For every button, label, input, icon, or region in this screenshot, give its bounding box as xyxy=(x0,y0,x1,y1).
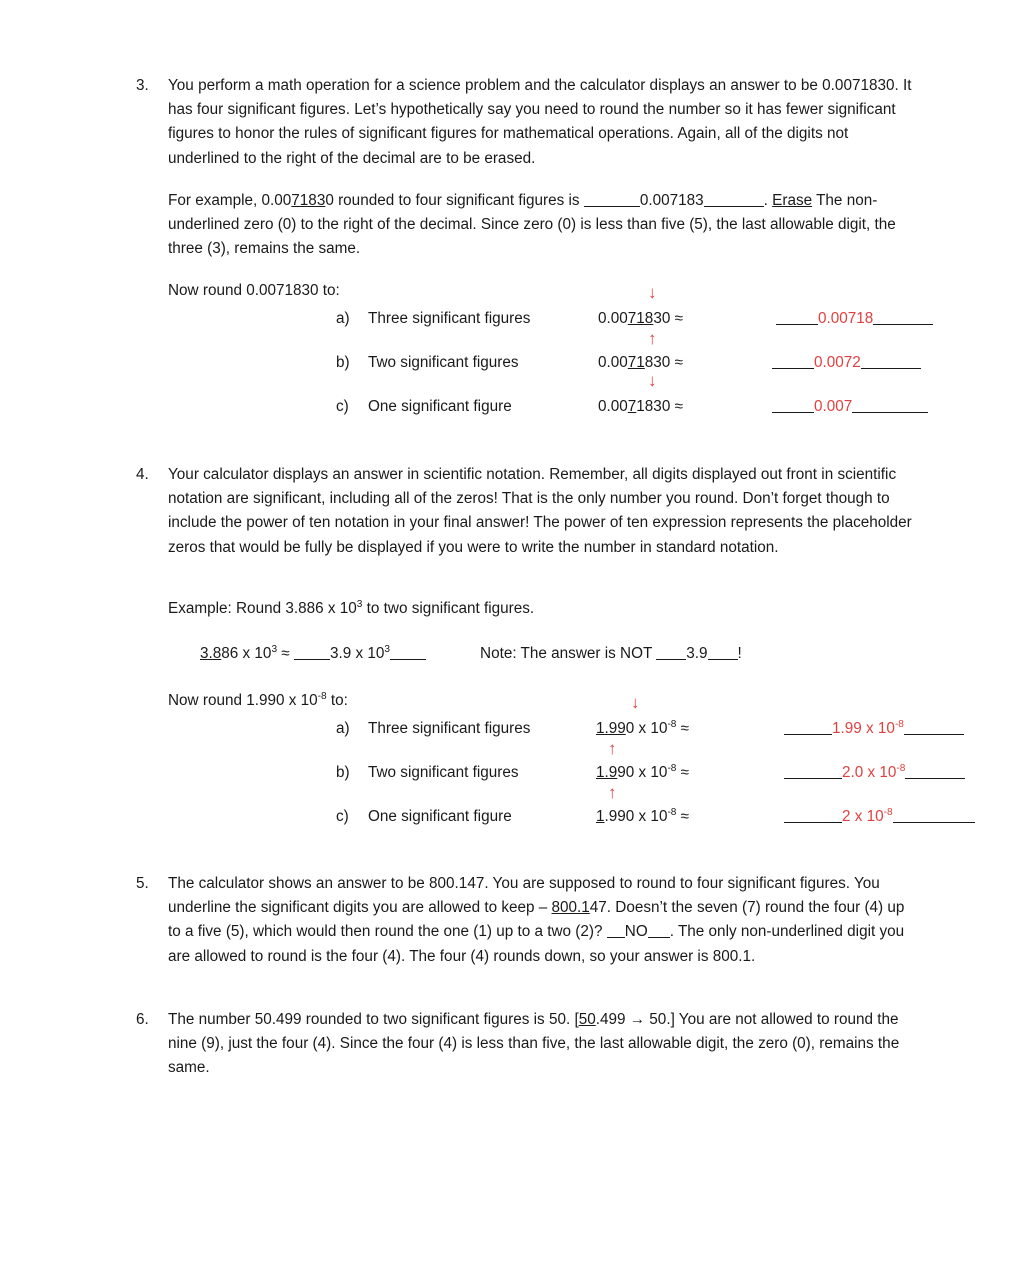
q5-blank-left xyxy=(607,937,625,938)
question-3-number: 3. xyxy=(136,77,149,94)
q4-row-a-answer: 1.99 x 10 xyxy=(832,720,895,737)
q4-note-blank-right xyxy=(708,659,738,660)
q4-row-a-expr-mid: 0 x 10 xyxy=(625,720,668,737)
question-5-body xyxy=(168,872,916,969)
q4-row-a-blank-left xyxy=(784,734,832,735)
q4-row-a-letter: a) xyxy=(336,720,350,737)
q4-work-answer-exponent: 3 xyxy=(384,643,391,655)
question-6-paragraph xyxy=(168,1008,916,1081)
q3-example-period: . xyxy=(763,191,773,209)
question-6 xyxy=(136,1008,916,1081)
q5-no-answer: NO xyxy=(624,923,648,941)
q3-example-underlined-digits: 7183 xyxy=(291,191,326,209)
q4-row-a-answer-field xyxy=(784,720,964,738)
q4-row-c-letter: c) xyxy=(336,808,349,825)
q4-note-blank-left xyxy=(656,659,686,660)
question-6-body xyxy=(168,1008,916,1081)
q3-row-c-label: One significant figure xyxy=(368,398,512,415)
q4-row-b-blank-left xyxy=(784,778,842,779)
q4-row-c-blank-right xyxy=(893,822,975,823)
q4-row-c-expression xyxy=(596,808,689,826)
q3-row-a-blank-left xyxy=(776,324,818,325)
q4-row-b-expression xyxy=(596,764,689,782)
q3-row-a-expr-underlined: 718 xyxy=(627,310,654,327)
question-4-paragraph-1: Your calculator displays an answer in scientific notation. Remember, all digits displayed out front in scientific notation are significant, including all of the zeros! That is the only number you round. Don’t forget though to include the power of ten notation in your final answer! The power of ten expression represents the placeholder zeros that would be fully be displayed if you were to write the number in standard notation. xyxy=(168,466,912,556)
q4-row-c-expr-exponent: -8 xyxy=(667,806,677,818)
q4-work-answer: 3.9 x 10 xyxy=(329,645,385,662)
q4-example-heading-exponent: 3 xyxy=(356,598,363,610)
q3-row-a-answer: 0.00718 xyxy=(818,310,874,327)
q4-row-c-answer-exponent: -8 xyxy=(883,806,893,818)
q6-mid: .499 → 50.] You are not allowed to round the nine (9), just the four (4). Since the four (4) is less than five, the last allowable digit, the zero (0), remains the same. xyxy=(168,1011,900,1077)
q3-row-c-expr-pre: 0.00 xyxy=(598,398,628,415)
q3-row-b-expr-pre: 0.00 xyxy=(598,354,628,371)
q4-work-approx: ≈ xyxy=(277,645,294,662)
q4-row-c-expr-underlined: 1 xyxy=(596,808,605,825)
q4-work-underlined: 3.8 xyxy=(200,645,222,662)
q3-row-b-answer-field xyxy=(772,354,921,372)
q4-row-b-answer-exponent: -8 xyxy=(896,762,906,774)
q4-example-heading-pre: Example: Round 3.886 x 10 xyxy=(168,600,357,617)
q4-row-a-blank-right xyxy=(904,734,964,735)
q3-example-answer: 0.007183 xyxy=(639,191,704,209)
q4-row-b-expr-exponent: -8 xyxy=(667,762,677,774)
q3-row-a-label: Three significant figures xyxy=(368,310,531,327)
question-5-paragraph xyxy=(168,872,916,969)
q3-row-a-expression xyxy=(598,310,683,328)
q4-work-blank-right xyxy=(390,659,426,660)
q3-row-c-expression xyxy=(598,398,683,416)
q3-row-b-blank-left xyxy=(772,368,814,369)
q4-row-a-expr-exponent: -8 xyxy=(667,718,677,730)
q5-mid: 47. Doesn’t the seven (7) round the four (4) up to a five (5), which would then round the one (1) up to a two (2)? xyxy=(168,899,905,941)
q4-note-post: ! xyxy=(737,645,742,662)
up-arrow-icon: ↑ xyxy=(608,739,617,758)
q3-example-pre: For example, 0.00 xyxy=(168,191,292,209)
q3-row-a-blank-right xyxy=(873,324,933,325)
q3-row-c-blank-right xyxy=(852,412,928,413)
q5-post: . The only non-underlined digit you are allowed to round is the four (4). The four (4) rounds down, so your answer is 800.1. xyxy=(168,923,905,965)
question-5 xyxy=(136,872,916,969)
q3-row-b-label: Two significant figures xyxy=(368,354,519,371)
q3-row-b-letter: b) xyxy=(336,354,350,371)
q4-work-blank-left xyxy=(294,659,330,660)
down-arrow-icon: ↓ xyxy=(631,693,640,712)
q3-row-a-expr-post: 30 ≈ xyxy=(653,310,683,327)
up-arrow-icon: ↑ xyxy=(608,783,617,802)
q3-row-b-blank-right xyxy=(861,368,921,369)
q5-blank-right xyxy=(648,937,670,938)
q4-row-c-blank-left xyxy=(784,822,842,823)
q4-row-a-label: Three significant figures xyxy=(368,720,531,737)
q6-pre: The number 50.499 rounded to two significant figures is 50. [ xyxy=(168,1011,579,1028)
q4-lead-pre: Now round 1.990 x 10 xyxy=(168,692,318,709)
table-row xyxy=(136,371,926,432)
q4-example-work xyxy=(200,645,742,663)
q4-row-a-expr-approx: ≈ xyxy=(676,720,690,737)
q4-note-answer: 3.9 xyxy=(686,645,708,662)
q3-row-c-blank-left xyxy=(772,412,814,413)
q3-row-c-expr-post: 1830 ≈ xyxy=(636,398,683,415)
q3-example-rest: The non-underlined zero (0) to the right of the decimal. Since zero (0) is less than five (5), the last allowable digit, the three (3), remains the same. xyxy=(168,191,896,258)
q4-note-pre: Note: The answer is NOT xyxy=(480,645,657,662)
q4-row-c-expr-mid: .990 x 10 xyxy=(604,808,668,825)
q4-row-a-answer-exponent: -8 xyxy=(894,718,904,730)
q4-row-b-expr-mid: 90 x 10 xyxy=(617,764,668,781)
q4-example-heading-post: to two significant figures. xyxy=(362,600,535,617)
q4-row-b-label: Two significant figures xyxy=(368,764,519,781)
q3-row-c-answer: 0.007 xyxy=(814,398,853,415)
question-6-number: 6. xyxy=(136,1011,149,1028)
q5-underlined-digits: 800.1 xyxy=(551,899,590,917)
q4-row-a-expr-underlined: 1.99 xyxy=(596,720,626,737)
question-5-number: 5. xyxy=(136,875,149,892)
q3-example-post: 0 rounded to four significant figures is xyxy=(325,191,584,209)
q3-row-b-expression xyxy=(598,354,683,372)
q5-pre: The calculator shows an answer to be 800.147. You are supposed to round to four significant figures. You underline the significant digits you are allowed to keep – xyxy=(168,875,880,917)
q4-work-mid: 86 x 10 xyxy=(221,645,272,662)
table-row xyxy=(136,739,926,798)
q4-row-b-answer-field xyxy=(784,764,965,782)
table-row xyxy=(136,783,926,842)
q4-row-c-label: One significant figure xyxy=(368,808,512,825)
q3-row-c-answer-field xyxy=(772,398,928,416)
q3-row-c-expr-underlined: 7 xyxy=(627,398,637,415)
q4-lead-exponent: -8 xyxy=(317,690,327,702)
q3-row-a-answer-field xyxy=(776,310,933,328)
q4-row-b-answer: 2.0 x 10 xyxy=(842,764,897,781)
q4-row-c-answer: 2 x 10 xyxy=(842,808,884,825)
q4-lead-text xyxy=(168,692,348,710)
q3-row-b-expr-post: 830 ≈ xyxy=(644,354,683,371)
q3-row-b-expr-underlined: 71 xyxy=(627,354,645,371)
q3-lead-text: Now round 0.0071830 to: xyxy=(168,282,340,299)
q4-row-a-expression xyxy=(596,720,689,738)
up-arrow-icon: ↑ xyxy=(648,329,657,348)
down-arrow-icon: ↓ xyxy=(648,371,657,390)
q4-row-c-answer-field xyxy=(784,808,975,826)
question-4-body xyxy=(168,463,916,560)
down-arrow-icon: ↓ xyxy=(648,283,657,302)
q6-underlined-digits: 50 xyxy=(578,1011,596,1028)
q3-row-a-expr-pre: 0.00 xyxy=(598,310,628,327)
question-4 xyxy=(136,463,916,560)
q3-example-blank-right xyxy=(704,206,764,207)
q4-work-exponent: 3 xyxy=(271,643,278,655)
question-3-paragraph-1: You perform a math operation for a science problem and the calculator displays an answer to be 0.0071830. It has four significant figures. Let’s hypothetically say you need to round the number so it has fewer significant figures to honor the rules of significant figures for mathematical operations. Again, all of the digits not underlined to the right of the decimal are to be erased. xyxy=(168,77,912,167)
q4-row-b-letter: b) xyxy=(336,764,350,781)
q3-erase-word: Erase xyxy=(772,191,813,209)
q3-row-a-letter: a) xyxy=(336,310,350,327)
question-3-paragraph-2 xyxy=(168,189,916,262)
q4-row-b-expr-approx: ≈ xyxy=(676,764,690,781)
question-4-number: 4. xyxy=(136,466,149,483)
q3-row-c-letter: c) xyxy=(336,398,349,415)
table-row xyxy=(136,329,926,388)
q3-row-b-answer: 0.0072 xyxy=(814,354,861,371)
q3-example-blank-left xyxy=(584,206,640,207)
question-3 xyxy=(136,74,916,261)
question-3-body xyxy=(168,74,916,261)
q4-row-b-blank-right xyxy=(905,778,965,779)
q4-row-b-expr-underlined: 1.9 xyxy=(596,764,618,781)
q4-lead-post: to: xyxy=(326,692,348,709)
q4-row-c-expr-approx: ≈ xyxy=(676,808,690,825)
q4-example-heading xyxy=(168,600,534,618)
